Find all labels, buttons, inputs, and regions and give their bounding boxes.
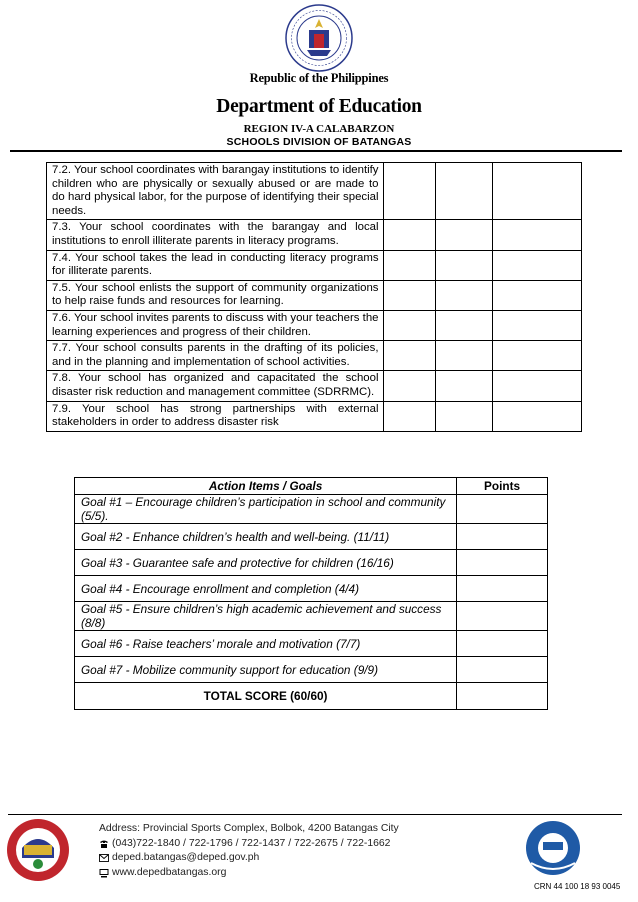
region-line: REGION IV-A CALABARZON bbox=[243, 123, 395, 135]
table-row bbox=[75, 631, 548, 657]
table-row bbox=[47, 220, 582, 250]
remarks-cell bbox=[492, 401, 581, 431]
points-cell bbox=[457, 524, 548, 550]
republic-line: Republic of the Philippines bbox=[249, 71, 389, 85]
indicators-table bbox=[46, 162, 582, 432]
points-cell bbox=[457, 602, 548, 631]
rating-cell bbox=[383, 220, 435, 250]
table-row bbox=[47, 250, 582, 280]
points-cell bbox=[457, 683, 548, 710]
action-items-header: Action Items / Goals bbox=[75, 478, 457, 495]
rating-cell bbox=[383, 341, 435, 371]
table-row bbox=[75, 657, 548, 683]
email-icon bbox=[99, 853, 109, 863]
goal-text: Goal #2 - Enhance children’s health and well-being. (11/11) bbox=[75, 524, 457, 550]
table-row bbox=[47, 310, 582, 340]
phone-icon bbox=[99, 839, 109, 849]
indicator-text: 7.6. Your school invites parents to discuss with your teachers the learning experiences and progress of their children. bbox=[47, 310, 384, 340]
table-row bbox=[47, 371, 582, 401]
total-score: TOTAL SCORE (60/60) bbox=[75, 683, 457, 710]
indicator-text: 7.5. Your school enlists the support of community organizations to help raise funds and resources for learning. bbox=[47, 280, 384, 310]
rating-cell bbox=[435, 220, 492, 250]
rating-cell bbox=[383, 401, 435, 431]
remarks-cell bbox=[492, 280, 581, 310]
table-row bbox=[47, 401, 582, 431]
tuv-nord-iso-logo bbox=[523, 819, 583, 877]
indicator-text: 7.3. Your school coordinates with the barangay and local institutions to enroll illiterate parents in literacy programs. bbox=[47, 220, 384, 250]
table-total-row bbox=[75, 683, 548, 710]
address-row bbox=[99, 822, 399, 837]
department-title: Department of Education bbox=[216, 96, 422, 117]
table-row bbox=[75, 524, 548, 550]
rating-cell bbox=[383, 280, 435, 310]
table-header-row bbox=[75, 478, 548, 495]
rating-cell bbox=[435, 163, 492, 220]
rating-cell bbox=[435, 341, 492, 371]
indicator-text: 7.9. Your school has strong partnerships with external stakeholders in order to address disaster risk bbox=[47, 401, 384, 431]
indicator-text: 7.7. Your school consults parents in the drafting of its policies, and in the planning and implementation of school activities. bbox=[47, 341, 384, 371]
division-seal-logo bbox=[6, 818, 70, 882]
header-divider bbox=[10, 150, 622, 152]
table-row bbox=[47, 280, 582, 310]
indicator-text: 7.2. Your school coordinates with barangay institutions to identify children who are physically or sexually abused or are made to do hard physical labor, for the purpose of identifying their special needs. bbox=[47, 163, 384, 220]
rating-cell bbox=[435, 371, 492, 401]
address-text: Address: Provincial Sports Complex, Bolbok, 4200 Batangas City bbox=[99, 823, 399, 834]
goal-text: Goal #5 - Ensure children’s high academic achievement and success (8/8) bbox=[75, 602, 457, 631]
goal-text: Goal #1 – Encourage children’s participation in school and community (5/5). bbox=[75, 495, 457, 524]
points-cell bbox=[457, 631, 548, 657]
website-row bbox=[99, 866, 399, 881]
points-cell bbox=[457, 657, 548, 683]
deped-seal-logo bbox=[285, 4, 353, 72]
points-cell bbox=[457, 550, 548, 576]
email-link[interactable]: deped.batangas@deped.gov.ph bbox=[112, 852, 260, 864]
remarks-cell bbox=[492, 371, 581, 401]
rating-cell bbox=[435, 401, 492, 431]
rating-cell bbox=[435, 280, 492, 310]
division-line: SCHOOLS DIVISION OF BATANGAS bbox=[226, 136, 412, 148]
remarks-cell bbox=[492, 163, 581, 220]
table-row bbox=[75, 550, 548, 576]
rating-cell bbox=[383, 163, 435, 220]
email-row bbox=[99, 851, 399, 866]
points-header: Points bbox=[457, 478, 548, 495]
website-link[interactable]: www.depedbatangas.org bbox=[112, 866, 227, 878]
remarks-cell bbox=[492, 310, 581, 340]
table-row bbox=[47, 341, 582, 371]
table-row bbox=[75, 495, 548, 524]
computer-icon bbox=[99, 868, 109, 878]
rating-cell bbox=[435, 310, 492, 340]
footer-contact bbox=[99, 822, 399, 880]
table-row bbox=[75, 602, 548, 631]
rating-cell bbox=[383, 371, 435, 401]
goal-text: Goal #7 - Mobilize community support for education (9/9) bbox=[75, 657, 457, 683]
crn-number: CRN 44 100 18 93 0045 bbox=[534, 882, 621, 891]
table-row bbox=[75, 576, 548, 602]
rating-cell bbox=[383, 310, 435, 340]
points-cell bbox=[457, 576, 548, 602]
rating-cell bbox=[435, 250, 492, 280]
goals-table bbox=[74, 477, 548, 710]
goal-text: Goal #4 - Encourage enrollment and completion (4/4) bbox=[75, 576, 457, 602]
remarks-cell bbox=[492, 341, 581, 371]
footer-divider bbox=[8, 814, 622, 815]
remarks-cell bbox=[492, 250, 581, 280]
goal-text: Goal #6 - Raise teachers’ morale and motivation (7/7) bbox=[75, 631, 457, 657]
phone-text: (043)722-1840 / 722-1796 / 722-1437 / 722-2675 / 722-1662 bbox=[112, 837, 391, 849]
table-row bbox=[47, 163, 582, 220]
phone-row bbox=[99, 837, 399, 852]
indicator-text: 7.4. Your school takes the lead in conducting literacy programs for illiterate parents. bbox=[47, 250, 384, 280]
remarks-cell bbox=[492, 220, 581, 250]
indicator-text: 7.8. Your school has organized and capacitated the school disaster risk reduction and management committee (SDRRMC). bbox=[47, 371, 384, 401]
rating-cell bbox=[383, 250, 435, 280]
goal-text: Goal #3 - Guarantee safe and protective for children (16/16) bbox=[75, 550, 457, 576]
points-cell bbox=[457, 495, 548, 524]
